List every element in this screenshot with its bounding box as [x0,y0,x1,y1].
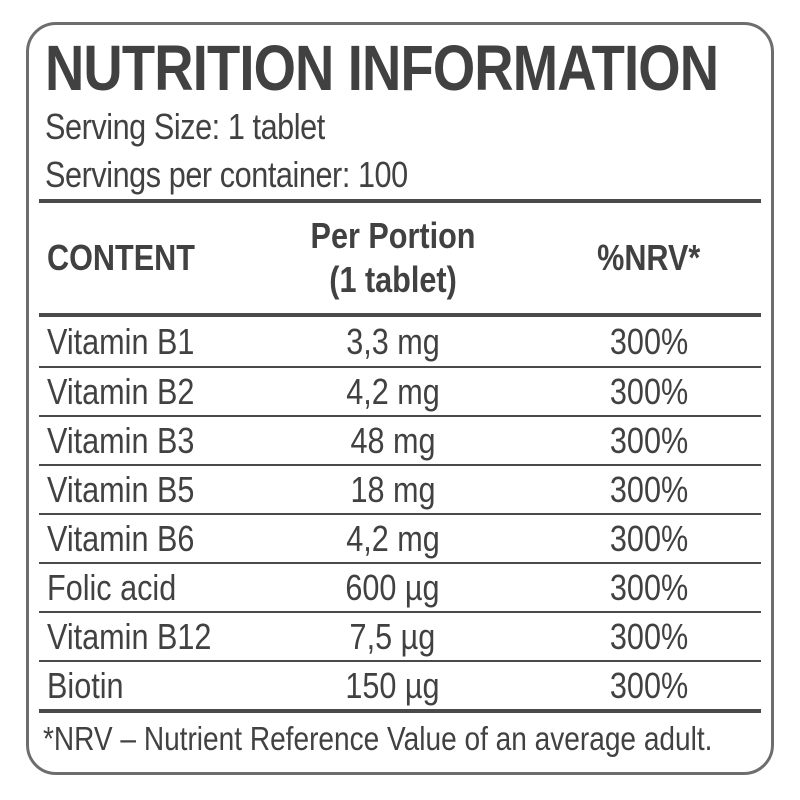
nutrient-nrv-text: 300% [609,566,689,608]
table-row [39,464,761,513]
nutrient-name [39,469,248,511]
nutrient-amount [248,518,537,560]
nutrient-name-text: Vitamin B3 [47,419,195,461]
nutrient-nrv-text: 300% [609,320,689,362]
nutrient-nrv [537,321,761,363]
column-header-content [39,237,248,279]
table-row [39,562,761,611]
nutrient-name-text: Biotin [47,664,124,706]
nutrient-amount [248,567,537,609]
nutrient-nrv-text: 300% [609,517,689,559]
nutrient-amount-text: 4,2 mg [345,517,440,559]
nutrient-amount-text: 150 µg [345,664,440,706]
servings-per-container-line [45,151,755,199]
nutrient-name [39,420,248,462]
table-row [39,415,761,464]
table-row [39,611,761,660]
column-header-nrv [537,237,761,279]
nutrient-nrv [537,420,761,462]
nutrient-name [39,371,248,413]
nutrient-nrv-text: 300% [609,370,689,412]
nutrient-amount-text: 600 µg [345,566,440,608]
nutrient-name-text: Vitamin B1 [47,320,195,362]
nutrient-amount [248,616,537,658]
nutrient-amount-text: 3,3 mg [345,320,440,362]
per-portion-line1: Per Portion [310,215,476,256]
servings-per-container-text: Servings per container: 100 [45,154,408,195]
column-header-content-text: CONTENT [47,237,195,278]
nutrient-name [39,616,248,658]
table-row [39,366,761,415]
per-portion-line2: (1 tablet) [329,259,457,300]
column-header-per-portion [248,214,537,302]
serving-size-line [45,103,755,151]
nutrient-name-text: Vitamin B5 [47,468,195,510]
page-title-text: NUTRITION INFORMATION [45,32,719,104]
nutrient-name [39,665,248,707]
table-row [39,513,761,562]
table-body [39,317,761,709]
nutrient-name-text: Vitamin B12 [47,615,212,657]
nutrient-name [39,518,248,560]
column-header-nrv-text: %NRV* [597,237,701,278]
footnote [29,713,771,760]
nutrition-label-panel [26,22,774,775]
nutrient-nrv [537,665,761,707]
footnote-text: *NRV – Nutrient Reference Value of an average adult. [43,720,713,757]
table-header-row [39,203,761,313]
nutrient-nrv [537,371,761,413]
nutrient-name-text: Vitamin B2 [47,370,195,412]
nutrient-nrv [537,518,761,560]
serving-size-text: Serving Size: 1 tablet [45,106,325,147]
nutrient-amount [248,420,537,462]
nutrient-nrv-text: 300% [609,468,689,510]
nutrient-nrv-text: 300% [609,664,689,706]
nutrient-amount-text: 4,2 mg [345,370,440,412]
nutrient-name [39,321,248,363]
nutrient-amount [248,665,537,707]
nutrient-amount-text: 18 mg [350,468,436,510]
nutrient-amount-text: 7,5 µg [349,615,436,657]
nutrient-nrv [537,469,761,511]
nutrient-nrv-text: 300% [609,419,689,461]
nutrient-amount [248,371,537,413]
nutrient-name [39,567,248,609]
nutrient-nrv [537,567,761,609]
nutrient-nrv-text: 300% [609,615,689,657]
nutrient-amount-text: 48 mg [350,419,436,461]
nutrient-amount [248,469,537,511]
nutrient-name-text: Folic acid [47,566,177,608]
table-row [39,317,761,366]
label-header-block [29,25,771,199]
nutrient-nrv [537,616,761,658]
nutrient-name-text: Vitamin B6 [47,517,195,559]
table-row [39,660,761,709]
nutrient-amount [248,321,537,363]
page-title [45,33,755,103]
column-header-per-portion-text [310,214,475,302]
